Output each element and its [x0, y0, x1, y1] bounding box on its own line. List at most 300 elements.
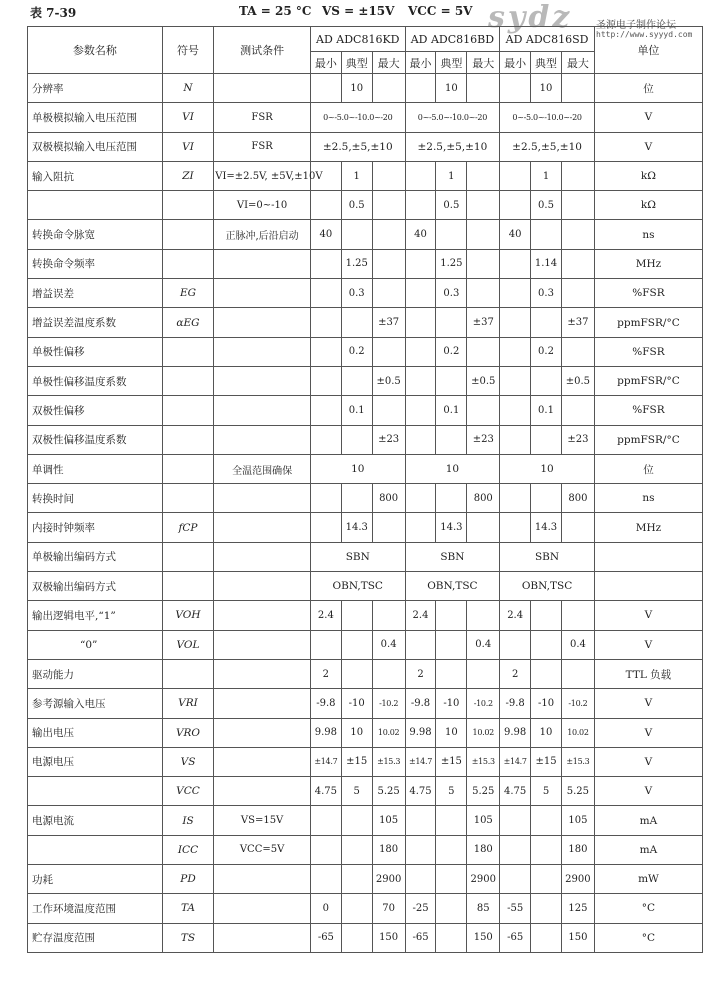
- table-row: [28, 279, 703, 308]
- value-cell: 0.5: [436, 191, 467, 220]
- test-condition: [214, 659, 311, 688]
- value-cell: -65: [405, 923, 436, 952]
- table-row: [28, 747, 703, 776]
- unit-cell: V: [594, 103, 702, 132]
- value-cell: [561, 249, 594, 278]
- spanned-value: OBN,TSC: [405, 572, 500, 601]
- unit-cell: ppmFSR/°C: [594, 308, 702, 337]
- param-symbol: [162, 454, 213, 483]
- value-cell: [500, 865, 531, 894]
- param-name: 电源电压: [28, 747, 163, 776]
- param-name: 双极性偏移: [28, 396, 163, 425]
- spanned-value: SBN: [405, 542, 500, 571]
- value-cell: 0.2: [436, 337, 467, 366]
- value-cell: [341, 806, 372, 835]
- value-cell: 0.4: [467, 630, 500, 659]
- unit-cell: mW: [594, 865, 702, 894]
- param-name: 内接时钟频率: [28, 513, 163, 542]
- param-symbol: IS: [162, 806, 213, 835]
- value-cell: [467, 337, 500, 366]
- table-row: [28, 161, 703, 190]
- value-cell: [341, 601, 372, 630]
- value-cell: 14.3: [531, 513, 562, 542]
- value-cell: 10: [436, 74, 467, 103]
- value-cell: ±0.5: [561, 366, 594, 395]
- value-cell: ±15: [531, 747, 562, 776]
- col-header-model: AD ADC816SD: [500, 27, 595, 52]
- spanned-value: SBN: [310, 542, 405, 571]
- value-cell: 2: [500, 659, 531, 688]
- table-row: [28, 572, 703, 601]
- value-cell: [436, 484, 467, 513]
- param-name: 驱动能力: [28, 659, 163, 688]
- unit-cell: MHz: [594, 513, 702, 542]
- unit-cell: mA: [594, 835, 702, 864]
- value-cell: [500, 191, 531, 220]
- value-cell: -10: [436, 689, 467, 718]
- value-cell: [500, 396, 531, 425]
- col-header-symbol: 符号: [162, 27, 213, 74]
- value-cell: [372, 191, 405, 220]
- value-cell: [561, 337, 594, 366]
- unit-cell: V: [594, 747, 702, 776]
- param-symbol: [162, 220, 213, 249]
- col-subheader: 最大: [372, 52, 405, 74]
- value-cell: [405, 279, 436, 308]
- unit-cell: kΩ: [594, 191, 702, 220]
- value-cell: [500, 74, 531, 103]
- param-name: 转换命令频率: [28, 249, 163, 278]
- table-row: [28, 601, 703, 630]
- value-cell: 1.25: [341, 249, 372, 278]
- param-symbol: VCC: [162, 777, 213, 806]
- value-cell: [341, 220, 372, 249]
- value-cell: [405, 366, 436, 395]
- test-condition: VCC=5V: [214, 835, 311, 864]
- value-cell: [372, 279, 405, 308]
- unit-cell: °C: [594, 894, 702, 923]
- value-cell: 4.75: [500, 777, 531, 806]
- param-symbol: [162, 396, 213, 425]
- table-row: [28, 396, 703, 425]
- unit-cell: V: [594, 718, 702, 747]
- value-cell: [310, 865, 341, 894]
- spanned-value: ±2.5,±5,±10: [310, 132, 405, 161]
- value-cell: [405, 865, 436, 894]
- test-condition: [214, 308, 311, 337]
- value-cell: 10.02: [561, 718, 594, 747]
- table-row: [28, 132, 703, 161]
- spanned-value: ±2.5,±5,±10: [500, 132, 595, 161]
- value-cell: [405, 74, 436, 103]
- table-row: [28, 425, 703, 454]
- value-cell: [500, 337, 531, 366]
- param-symbol: [162, 425, 213, 454]
- value-cell: [310, 191, 341, 220]
- param-name: 参考源输入电压: [28, 689, 163, 718]
- value-cell: [531, 425, 562, 454]
- spanned-value: ±2.5,±5,±10: [405, 132, 500, 161]
- unit-cell: 位: [594, 454, 702, 483]
- test-condition: [214, 572, 311, 601]
- value-cell: [310, 279, 341, 308]
- param-name: [28, 191, 163, 220]
- value-cell: [467, 279, 500, 308]
- value-cell: 1: [436, 161, 467, 190]
- col-subheader: 最小: [310, 52, 341, 74]
- value-cell: [561, 659, 594, 688]
- value-cell: [405, 484, 436, 513]
- value-cell: [500, 161, 531, 190]
- param-name: 双极性偏移温度系数: [28, 425, 163, 454]
- value-cell: 2.4: [500, 601, 531, 630]
- value-cell: 1: [341, 161, 372, 190]
- param-symbol: [162, 542, 213, 571]
- param-name: 双极输出编码方式: [28, 572, 163, 601]
- value-cell: -10.2: [467, 689, 500, 718]
- table-number: 表 7-39: [30, 6, 77, 20]
- value-cell: [341, 308, 372, 337]
- param-name: 工作环境温度范围: [28, 894, 163, 923]
- value-cell: [467, 659, 500, 688]
- value-cell: [372, 161, 405, 190]
- value-cell: [405, 806, 436, 835]
- value-cell: [436, 835, 467, 864]
- value-cell: [341, 835, 372, 864]
- col-header-model: AD ADC816BD: [405, 27, 500, 52]
- value-cell: ±15.3: [467, 747, 500, 776]
- col-header-unit: 单位: [594, 27, 702, 74]
- unit-cell: kΩ: [594, 161, 702, 190]
- condition-ta: TA = 25 °C: [239, 4, 312, 18]
- value-cell: [310, 366, 341, 395]
- test-condition: [214, 279, 311, 308]
- test-condition: VS=15V: [214, 806, 311, 835]
- param-name: 单极模拟输入电压范围: [28, 103, 163, 132]
- value-cell: 5: [436, 777, 467, 806]
- value-cell: 0.2: [531, 337, 562, 366]
- value-cell: [341, 894, 372, 923]
- value-cell: 2.4: [405, 601, 436, 630]
- spanned-value: 0~-5.0~-10.0~-20: [310, 103, 405, 132]
- value-cell: [531, 366, 562, 395]
- test-condition: VI=±2.5V, ±5V,±10V: [214, 161, 311, 190]
- table-row: [28, 484, 703, 513]
- value-cell: [436, 308, 467, 337]
- value-cell: 105: [372, 806, 405, 835]
- spanned-value: 10: [500, 454, 595, 483]
- param-symbol: VOL: [162, 630, 213, 659]
- value-cell: [372, 601, 405, 630]
- value-cell: [372, 74, 405, 103]
- value-cell: 150: [561, 923, 594, 952]
- value-cell: ±23: [372, 425, 405, 454]
- value-cell: [436, 894, 467, 923]
- unit-cell: [594, 542, 702, 571]
- table-row: [28, 366, 703, 395]
- value-cell: [467, 74, 500, 103]
- param-symbol: TA: [162, 894, 213, 923]
- value-cell: 180: [372, 835, 405, 864]
- condition-vcc: VCC = 5V: [408, 4, 473, 18]
- param-name: 转换时间: [28, 484, 163, 513]
- test-condition: [214, 630, 311, 659]
- value-cell: ±14.7: [310, 747, 341, 776]
- value-cell: [372, 337, 405, 366]
- param-name: 输出逻辑电平,“1”: [28, 601, 163, 630]
- value-cell: -65: [310, 923, 341, 952]
- value-cell: -10: [341, 689, 372, 718]
- unit-cell: V: [594, 777, 702, 806]
- value-cell: [436, 865, 467, 894]
- value-cell: 2900: [372, 865, 405, 894]
- table-row: [28, 689, 703, 718]
- unit-cell: mA: [594, 806, 702, 835]
- test-condition: [214, 601, 311, 630]
- spanned-value: 0~-5.0~-10.0~-20: [500, 103, 595, 132]
- table-header: [30, 4, 490, 26]
- condition-vs: VS = ±15V: [322, 4, 395, 18]
- unit-cell: °C: [594, 923, 702, 952]
- value-cell: [372, 220, 405, 249]
- param-name: 单极输出编码方式: [28, 542, 163, 571]
- test-condition: [214, 425, 311, 454]
- unit-cell: ppmFSR/°C: [594, 425, 702, 454]
- param-symbol: VOH: [162, 601, 213, 630]
- test-condition: [214, 718, 311, 747]
- param-symbol: [162, 191, 213, 220]
- value-cell: [310, 630, 341, 659]
- value-cell: 9.98: [500, 718, 531, 747]
- value-cell: [500, 513, 531, 542]
- value-cell: 10: [436, 718, 467, 747]
- value-cell: 70: [372, 894, 405, 923]
- value-cell: [531, 835, 562, 864]
- test-condition: FSR: [214, 132, 311, 161]
- value-cell: [436, 366, 467, 395]
- value-cell: [531, 630, 562, 659]
- value-cell: 4.75: [405, 777, 436, 806]
- value-cell: 0.4: [561, 630, 594, 659]
- value-cell: 40: [405, 220, 436, 249]
- param-name: 单极性偏移: [28, 337, 163, 366]
- value-cell: 105: [561, 806, 594, 835]
- value-cell: [372, 513, 405, 542]
- value-cell: 14.3: [341, 513, 372, 542]
- value-cell: 800: [467, 484, 500, 513]
- unit-cell: 位: [594, 74, 702, 103]
- value-cell: [531, 601, 562, 630]
- unit-cell: [594, 572, 702, 601]
- value-cell: 2900: [561, 865, 594, 894]
- param-symbol: N: [162, 74, 213, 103]
- value-cell: 800: [561, 484, 594, 513]
- test-condition: [214, 865, 311, 894]
- value-cell: ±14.7: [405, 747, 436, 776]
- value-cell: [405, 513, 436, 542]
- value-cell: ±15: [341, 747, 372, 776]
- param-symbol: [162, 484, 213, 513]
- value-cell: 10: [341, 74, 372, 103]
- col-subheader: 典型: [436, 52, 467, 74]
- value-cell: 0.4: [372, 630, 405, 659]
- param-symbol: ICC: [162, 835, 213, 864]
- value-cell: [531, 923, 562, 952]
- watermark-logo: sydz: [488, 0, 573, 35]
- param-symbol: PD: [162, 865, 213, 894]
- value-cell: [436, 806, 467, 835]
- value-cell: 5: [341, 777, 372, 806]
- table-row: [28, 630, 703, 659]
- value-cell: -10.2: [561, 689, 594, 718]
- value-cell: 125: [561, 894, 594, 923]
- test-condition: VI=0~-10: [214, 191, 311, 220]
- param-symbol: EG: [162, 279, 213, 308]
- param-name: 双极模拟输入电压范围: [28, 132, 163, 161]
- value-cell: 10.02: [467, 718, 500, 747]
- param-name: 单调性: [28, 454, 163, 483]
- value-cell: [310, 308, 341, 337]
- value-cell: [467, 191, 500, 220]
- param-name: [28, 835, 163, 864]
- param-name: 增益误差温度系数: [28, 308, 163, 337]
- value-cell: [531, 806, 562, 835]
- param-name: “0”: [28, 630, 163, 659]
- col-header-param: 参数名称: [28, 27, 163, 74]
- value-cell: 2: [405, 659, 436, 688]
- test-condition: 全温范围确保: [214, 454, 311, 483]
- value-cell: [531, 308, 562, 337]
- value-cell: 40: [310, 220, 341, 249]
- param-symbol: [162, 249, 213, 278]
- value-cell: [531, 484, 562, 513]
- test-condition: [214, 747, 311, 776]
- value-cell: [405, 396, 436, 425]
- value-cell: [561, 601, 594, 630]
- value-cell: [500, 630, 531, 659]
- value-cell: ±37: [561, 308, 594, 337]
- value-cell: [341, 659, 372, 688]
- value-cell: ±37: [372, 308, 405, 337]
- table-row: [28, 513, 703, 542]
- col-subheader: 最大: [467, 52, 500, 74]
- value-cell: 0.1: [436, 396, 467, 425]
- spanned-value: 0~-5.0~-10.0~-20: [405, 103, 500, 132]
- value-cell: [405, 425, 436, 454]
- value-cell: [500, 279, 531, 308]
- value-cell: 180: [561, 835, 594, 864]
- value-cell: 85: [467, 894, 500, 923]
- table-row: [28, 659, 703, 688]
- table-row: [28, 454, 703, 483]
- param-name: 转换命令脉宽: [28, 220, 163, 249]
- table-row: [28, 249, 703, 278]
- value-cell: 10: [531, 718, 562, 747]
- unit-cell: V: [594, 601, 702, 630]
- param-symbol: VI: [162, 103, 213, 132]
- param-name: 输出电压: [28, 718, 163, 747]
- value-cell: 1: [531, 161, 562, 190]
- param-symbol: ZI: [162, 161, 213, 190]
- value-cell: [405, 835, 436, 864]
- value-cell: [561, 161, 594, 190]
- value-cell: [500, 308, 531, 337]
- unit-cell: V: [594, 132, 702, 161]
- value-cell: 0.3: [436, 279, 467, 308]
- test-condition: [214, 366, 311, 395]
- value-cell: -10.2: [372, 689, 405, 718]
- value-cell: [436, 923, 467, 952]
- unit-cell: %FSR: [594, 337, 702, 366]
- value-cell: [436, 659, 467, 688]
- value-cell: [310, 249, 341, 278]
- value-cell: [561, 513, 594, 542]
- table-row: [28, 806, 703, 835]
- spanned-value: 10: [310, 454, 405, 483]
- value-cell: 10: [531, 74, 562, 103]
- value-cell: [467, 601, 500, 630]
- value-cell: 0: [310, 894, 341, 923]
- param-symbol: VRI: [162, 689, 213, 718]
- param-symbol: [162, 659, 213, 688]
- unit-cell: %FSR: [594, 396, 702, 425]
- param-symbol: [162, 572, 213, 601]
- value-cell: [467, 396, 500, 425]
- watermark-url: http://www.syyyd.com: [596, 30, 693, 39]
- value-cell: 0.5: [531, 191, 562, 220]
- value-cell: [405, 161, 436, 190]
- test-condition: [214, 396, 311, 425]
- value-cell: 9.98: [310, 718, 341, 747]
- param-name: 分辨率: [28, 74, 163, 103]
- value-cell: -9.8: [500, 689, 531, 718]
- value-cell: [467, 249, 500, 278]
- unit-cell: V: [594, 689, 702, 718]
- value-cell: [500, 835, 531, 864]
- value-cell: ±14.7: [500, 747, 531, 776]
- table-row: [28, 103, 703, 132]
- unit-cell: ns: [594, 220, 702, 249]
- value-cell: [310, 396, 341, 425]
- value-cell: [372, 249, 405, 278]
- value-cell: [341, 630, 372, 659]
- value-cell: [310, 74, 341, 103]
- value-cell: 180: [467, 835, 500, 864]
- test-condition: [214, 894, 311, 923]
- value-cell: -65: [500, 923, 531, 952]
- value-cell: ±0.5: [372, 366, 405, 395]
- table-row: [28, 865, 703, 894]
- value-cell: -9.8: [405, 689, 436, 718]
- value-cell: [531, 865, 562, 894]
- param-symbol: VI: [162, 132, 213, 161]
- value-cell: [405, 249, 436, 278]
- value-cell: 1.25: [436, 249, 467, 278]
- spanned-value: OBN,TSC: [310, 572, 405, 601]
- param-name: 电源电流: [28, 806, 163, 835]
- unit-cell: V: [594, 630, 702, 659]
- test-condition: [214, 923, 311, 952]
- value-cell: ±23: [561, 425, 594, 454]
- test-condition: [214, 689, 311, 718]
- spec-table: [27, 26, 703, 953]
- unit-cell: TTL 负载: [594, 659, 702, 688]
- value-cell: ±15.3: [372, 747, 405, 776]
- test-condition: [214, 484, 311, 513]
- value-cell: [310, 513, 341, 542]
- value-cell: -55: [500, 894, 531, 923]
- table-row: [28, 74, 703, 103]
